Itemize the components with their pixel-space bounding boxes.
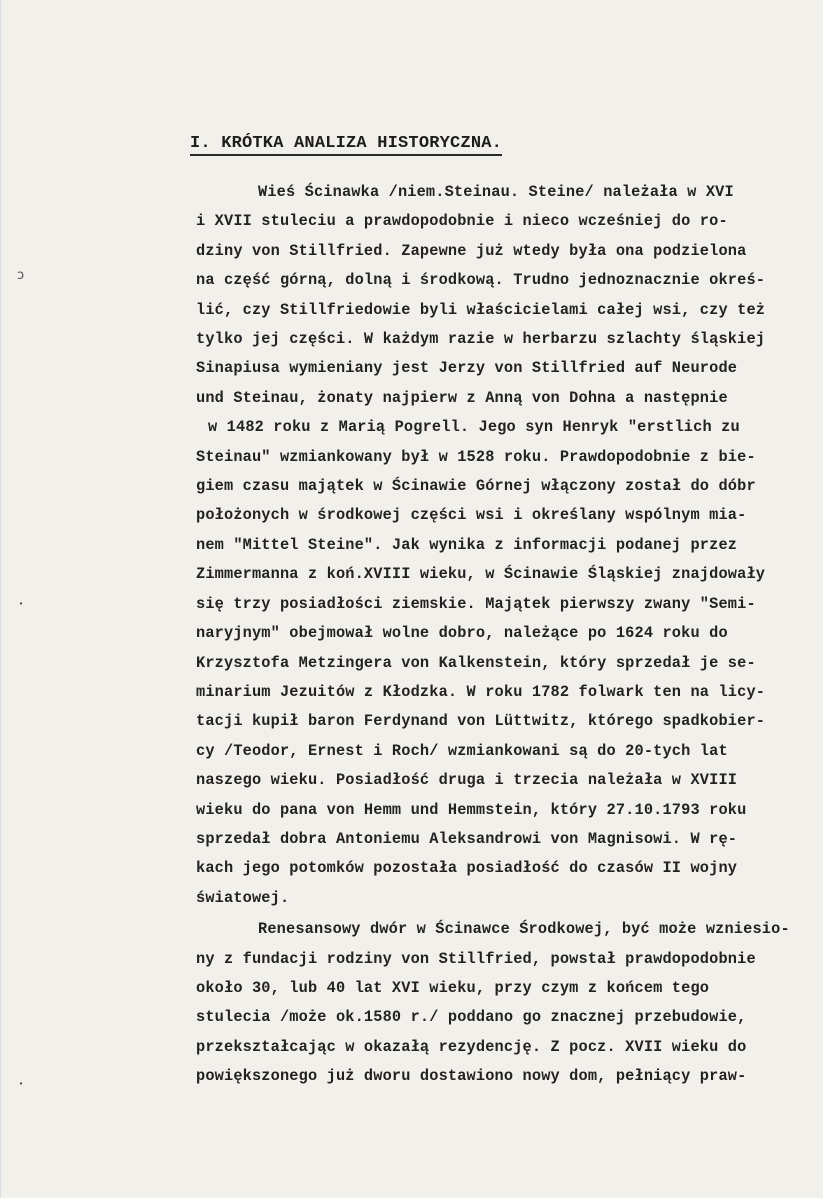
text-line: Krzysztofa Metzingera von Kalkenstein, który sprzedał je se- (196, 653, 756, 672)
paragraph-1 (196, 178, 823, 913)
text-line: Zimmermanna z koń.XVIII wieku, w Ścinawie Śląskiej znajdowały (196, 565, 766, 584)
text-line: minarium Jezuitów z Kłodzka. W roku 1782 folwark ten na licy- (196, 682, 766, 701)
text-line: ny z fundacji rodziny von Stillfried, powstał prawdopodobnie (196, 949, 756, 968)
text-line: się trzy posiadłości ziemskie. Majątek pierwszy zwany "Semi- (196, 594, 756, 613)
text-line: naszego wieku. Posiadłość druga i trzecia należała w XVIII (196, 771, 738, 790)
text-line: Sinapiusa wymieniany jest Jerzy von Stillfried auf Neurode (196, 359, 738, 378)
text-line: przekształcając w okazałą rezydencję. Z pocz. XVII wieku do (196, 1037, 747, 1056)
text-line: und Steinau, żonaty najpierw z Anną von Dohna a następnie (196, 388, 728, 407)
text-line: cy /Teodor, Ernest i Roch/ wzmiankowani są do 20-tych lat (196, 741, 728, 760)
margin-mark: ꞏ (19, 1077, 24, 1092)
text-line: powiększonego już dworu dostawiono nowy dom, pełniący praw- (196, 1067, 747, 1086)
text-line: na część górną, dolną i środkową. Trudno jednoznacznie okreś- (196, 271, 766, 290)
paragraph-2 (196, 915, 823, 1091)
margin-mark: ↄ (17, 268, 25, 283)
text-line: stulecia /może ok.1580 r./ poddano go znacznej przebudowie, (196, 1008, 747, 1027)
text-line: naryjnym" obejmował wolne dobro, należące po 1624 roku do (196, 624, 728, 643)
text-line: lić, czy Stillfriedowie byli właścicielami całej wsi, czy też (196, 300, 766, 319)
text-line: Wieś Ścinawka /niem.Steinau. Steine/ należała w XVI (258, 183, 734, 201)
text-line: dziny von Stillfried. Zapewne już wtedy była ona podzielona (196, 241, 747, 260)
text-line: tylko jej części. W każdym razie w herbarzu szlachty śląskiej (196, 330, 766, 349)
text-line: wieku do pana von Hemm und Hemmstein, który 27.10.1793 roku (196, 800, 747, 819)
text-line: kach jego potomków pozostała posiadłość do czasów II wojny (196, 859, 738, 878)
text-line: około 30, lub 40 lat XVI wieku, przy czym z końcem tego (196, 978, 710, 997)
text-line: sprzedał dobra Antoniemu Aleksandrowi von Magnisowi. W rę- (196, 829, 738, 848)
text-line: w 1482 roku z Marią Pogrell. Jego syn Henryk "erstlich zu (208, 418, 740, 437)
section-heading: I. KRÓTKA ANALIZA HISTORYCZNA. (190, 134, 502, 156)
text-line: położonych w środkowej części wsi i określany wspólnym mia- (196, 506, 747, 525)
text-line: Renesansowy dwór w Ścinawce Środkowej, być może wzniesio- (258, 920, 790, 939)
text-line: nem "Mittel Steine". Jak wynika z informacji podanej przez (196, 535, 738, 554)
text-line: i XVII stuleciu a prawdopodobnie i nieco wcześniej do ro- (196, 212, 728, 231)
text-line: światowej. (196, 888, 290, 907)
text-line: giem czasu majątek w Ścinawie Górnej włączony został do dóbr (196, 477, 756, 496)
text-line: Steinau" wzmiankowany był w 1528 roku. Prawdopodobnie z bie- (196, 447, 756, 466)
document-body (196, 178, 823, 1092)
text-line: tacji kupił baron Ferdynand von Lüttwitz, którego spadkobier- (196, 712, 766, 731)
margin-mark: ꞏ (19, 597, 24, 612)
